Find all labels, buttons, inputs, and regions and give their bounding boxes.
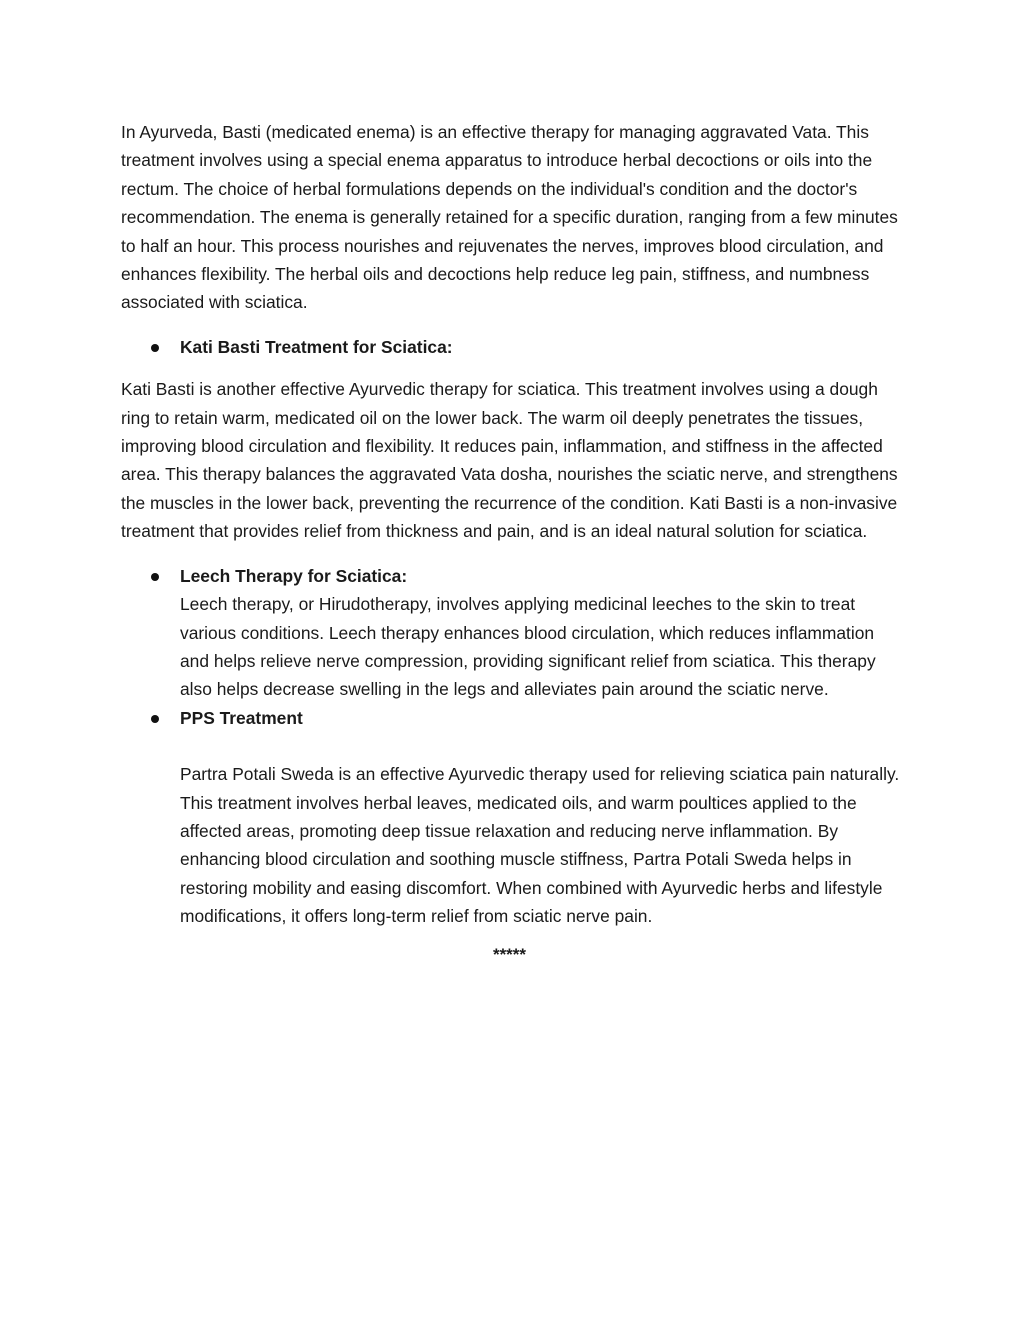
document-page: [121, 118, 907, 969]
list-item-pps-treatment: [121, 704, 907, 931]
bullet-icon: [151, 573, 159, 581]
pps-treatment-paragraph: Partra Potali Sweda is an effective Ayurvedic therapy used for relieving sciatica pain naturally. This treatment involves herbal leaves, medicated oils, and warm poultices applied to the affected areas, promoting deep tissue relaxation and reducing nerve inflammation. By enhancing blood circulation and soothing muscle stiffness, Partra Potali Sweda helps in restoring mobility and easing discomfort. When combined with Ayurvedic herbs and lifestyle modifications, it offers long-term relief from sciatic nerve pain.: [180, 764, 900, 927]
list-item-kati-basti: [121, 333, 907, 361]
leech-therapy-paragraph: Leech therapy, or Hirudotherapy, involves applying medicinal leeches to the skin to treat various conditions. Leech therapy enhances blood circulation, which reduces inflammation and helps relieve nerve compression, providing significant relief from sciatica. This therapy also helps decrease swelling in the legs and alleviates pain around the sciatic nerve.: [180, 594, 876, 700]
bullet-icon: [151, 715, 159, 723]
kati-basti-paragraph: Kati Basti is another effective Ayurvedic therapy for sciatica. This treatment involves using a dough ring to retain warm, medicated oil on the lower back. The warm oil deeply penetrates the tissues, improving blood circulation and flexibility. It reduces pain, inflammation, and stiffness in the affected area. This therapy balances the aggravated Vata dosha, nourishes the sciatic nerve, and strengthens the muscles in the lower back, preventing the recurrence of the condition. Kati Basti is a non-invasive treatment that provides relief from thickness and pain, and is an ideal natural solution for sciatica.: [121, 379, 898, 542]
intro-paragraph: In Ayurveda, Basti (medicated enema) is an effective therapy for managing aggravated Vata. This treatment involves using a special enema apparatus to introduce herbal decoctions or oils into the rectum. The choice of herbal formulations depends on the individual's condition and the doctor's recommendation. The enema is generally retained for a specific duration, ranging from a few minutes to half an hour. This process nourishes and rejuvenates the nerves, improves blood circulation, and enhances flexibility. The herbal oils and decoctions help reduce leg pain, stiffness, and numbness associated with sciatica.: [121, 122, 898, 313]
end-of-section-mark: *****: [492, 944, 527, 964]
section-heading: PPS Treatment: [180, 707, 303, 728]
section-heading: Kati Basti Treatment for Sciatica:: [180, 336, 453, 357]
bullet-icon: [151, 344, 159, 352]
section-heading: Leech Therapy for Sciatica:: [180, 565, 408, 586]
list-item-leech-therapy: [121, 562, 907, 704]
